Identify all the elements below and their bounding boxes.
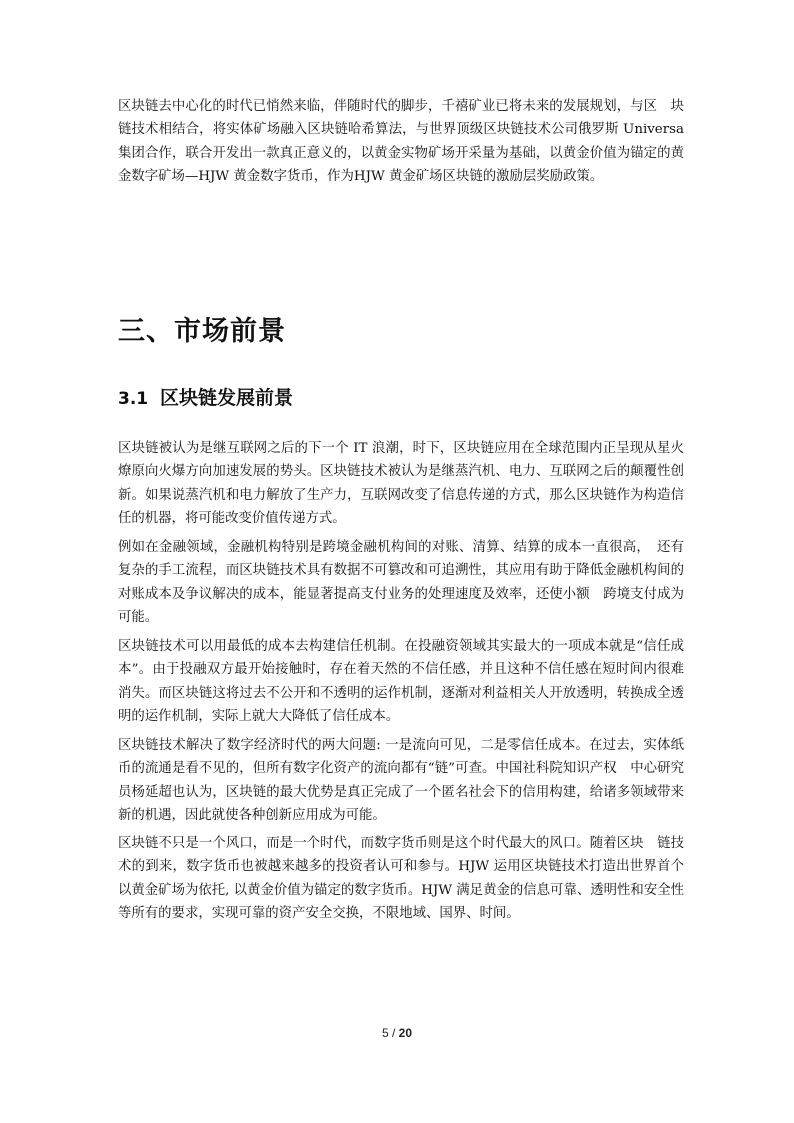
body-paragraph: 区块链不只是一个风口，而是一个时代，而数字货币则是这个时代最大的风口。随着区块 链技术的到来，数字货币也被越来越多的投资者认可和参与。HJW 运用区块链技术打造出世界首个以黄金矿场为依托, 以黄金价值为锚定的数字货币。HJW 满足黄金的信息可靠、透明性和安全性等所有的要求，实现可靠的资产安全交换，不限地域、国界、时间。 [118, 836, 684, 921]
section-title: 区块链发展前景 [160, 387, 294, 409]
body-paragraph: 例如在金融领域，金融机构特别是跨境金融机构间的对账、清算、结算的成本一直很高， 还有复杂的手工流程，而区块链技术具有数据不可篡改和可追溯性，其应用有助于降低金融机构间的对账成本及争议解决的成本，能显著提高支付业务的处理速度及效率，还使小额 跨境支付成为可能。 [118, 540, 684, 625]
body-paragraph: 区块链技术可以用最低的成本去构建信任机制。在投融资领域其实最大的一项成本就是“信任成本”。由于投融双方最开始接触时，存在着天然的不信任感，并且这种不信任感在短时间内很难消失。而区块链这将过去不公开和不透明的运作机制，逐渐对利益相关人开放透明，转换成全透明的运作机制，实际上就大大降低了信任成本。 [118, 639, 684, 724]
current-page: 5 [381, 1026, 389, 1040]
body-paragraph: 区块链被认为是继互联网之后的下一个 IT 浪潮，时下，区块链应用在全球范围内正呈现从星火燎原向火爆方向加速发展的势头。区块链技术被认为是继蒸汽机、电力、互联网之后的颠覆性创新。如果说蒸汽机和电力解放了生产力，互联网改变了信息传递的方式，那么区块链作为构造信任的机器，将可能改变价值传递方式。 [118, 441, 684, 526]
section-number: 3.1 [118, 389, 149, 409]
section-heading [118, 383, 293, 414]
intro-paragraph: 区块链去中心化的时代已悄然来临，伴随时代的脚步，千禧矿业已将未来的发展规划，与区 块链技术相结合，将实体矿场融入区块链哈希算法，与世界顶级区块链技术公司俄罗斯 Universa 集团合作，联合开发出一款真正意义的，以黄金实物矿场开采量为基础，以黄金价值为锚定的黄金数字矿场—HJW 黄金数字货币，作为HJW 黄金矿场区块链的激励层奖励政策。 [118, 99, 684, 184]
chapter-title: 三、市场前景 [118, 316, 286, 347]
page-separator: / [388, 1026, 399, 1040]
body-paragraph: 区块链技术解决了数字经济时代的两大问题: 一是流向可见，二是零信任成本。在过去，实体纸币的流通是看不见的，但所有数字化资产的流向都有“链”可查。中国社科院知识产权 中心研究员杨延超也认为，区块链的最大优势是真正完成了一个匿名社会下的信用构建，给诸多领域带来新的机遇，因此就使各种创新应用成为可能。 [118, 738, 684, 823]
page-number [0, 1026, 794, 1040]
total-pages: 20 [398, 1026, 413, 1040]
